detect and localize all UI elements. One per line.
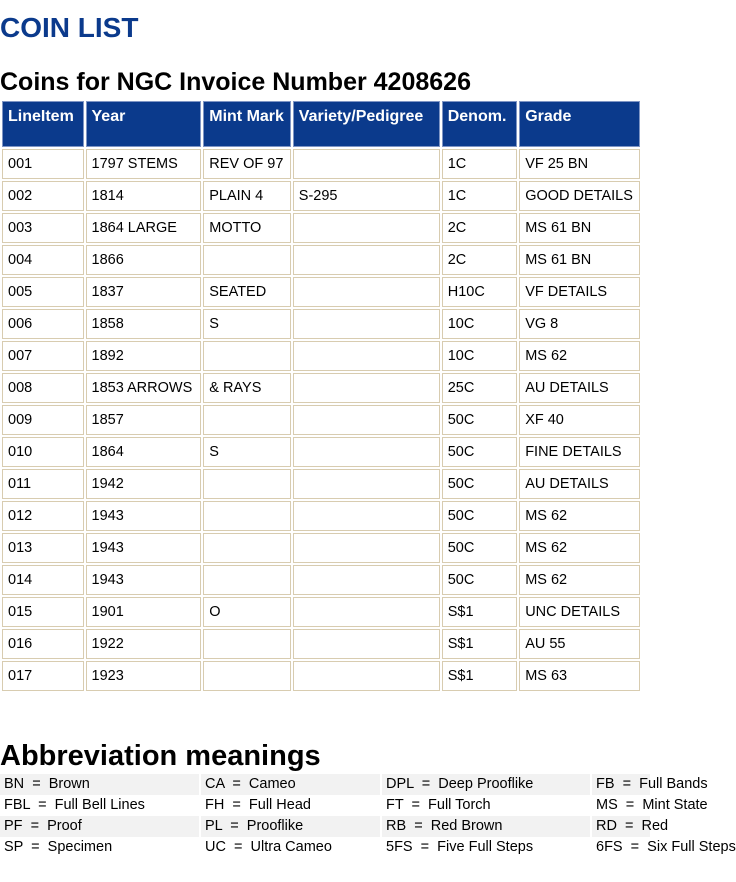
cell-grade: VG 8	[519, 309, 640, 339]
cell-mint-mark	[203, 501, 291, 531]
abbreviation-item: PL = Prooflike	[201, 816, 382, 837]
abbreviation-item: UC = Ultra Cameo	[201, 837, 382, 858]
cell-denomination: 25C	[442, 373, 517, 403]
cell-year: 1943	[86, 533, 202, 563]
cell-year: 1923	[86, 661, 202, 691]
cell-denomination: 10C	[442, 309, 517, 339]
cell-year: 1866	[86, 245, 202, 275]
cell-variety-pedigree	[293, 405, 440, 435]
cell-lineitem: 012	[2, 501, 84, 531]
cell-lineitem: 002	[2, 181, 84, 211]
cell-mint-mark: REV OF 97	[203, 149, 291, 179]
cell-lineitem: 010	[2, 437, 84, 467]
abbreviation-row	[0, 816, 669, 837]
cell-year: 1797 STEMS	[86, 149, 202, 179]
cell-variety-pedigree	[293, 661, 440, 691]
cell-mint-mark	[203, 469, 291, 499]
cell-grade: VF DETAILS	[519, 277, 640, 307]
cell-mint-mark: O	[203, 597, 291, 627]
cell-grade: FINE DETAILS	[519, 437, 640, 467]
cell-denomination: 50C	[442, 437, 517, 467]
abbreviation-row	[0, 774, 708, 795]
table-row	[2, 341, 640, 371]
cell-lineitem: 013	[2, 533, 84, 563]
table-row	[2, 661, 640, 691]
cell-variety-pedigree	[293, 469, 440, 499]
cell-lineitem: 007	[2, 341, 84, 371]
cell-lineitem: 015	[2, 597, 84, 627]
cell-grade: AU 55	[519, 629, 640, 659]
cell-grade: MS 62	[519, 533, 640, 563]
abbreviation-row	[0, 837, 736, 858]
table-row	[2, 405, 640, 435]
header-grade: Grade	[519, 101, 640, 147]
cell-grade: AU DETAILS	[519, 469, 640, 499]
cell-year: 1922	[86, 629, 202, 659]
header-mint-mark: Mint Mark	[203, 101, 291, 147]
cell-grade: MS 62	[519, 501, 640, 531]
cell-lineitem: 005	[2, 277, 84, 307]
cell-denomination: 1C	[442, 149, 517, 179]
cell-lineitem: 009	[2, 405, 84, 435]
header-year: Year	[86, 101, 202, 147]
cell-grade: MS 62	[519, 565, 640, 595]
table-row	[2, 469, 640, 499]
abbreviation-item: CA = Cameo	[201, 774, 382, 795]
cell-year: 1943	[86, 565, 202, 595]
cell-denomination: 2C	[442, 245, 517, 275]
page-title: COIN LIST	[0, 12, 139, 43]
abbreviations-grid	[0, 774, 736, 858]
cell-denomination: 50C	[442, 533, 517, 563]
cell-grade: MS 63	[519, 661, 640, 691]
cell-variety-pedigree	[293, 341, 440, 371]
cell-grade: AU DETAILS	[519, 373, 640, 403]
abbreviation-item: MS = Mint State	[592, 795, 652, 816]
table-row	[2, 245, 640, 275]
cell-mint-mark: PLAIN 4	[203, 181, 291, 211]
abbreviation-item: FH = Full Head	[201, 795, 382, 816]
table-row	[2, 533, 640, 563]
cell-variety-pedigree	[293, 597, 440, 627]
table-row	[2, 629, 640, 659]
cell-mint-mark: S	[203, 437, 291, 467]
cell-variety-pedigree	[293, 565, 440, 595]
cell-year: 1942	[86, 469, 202, 499]
table-row	[2, 277, 640, 307]
cell-lineitem: 016	[2, 629, 84, 659]
table-row	[2, 309, 640, 339]
cell-lineitem: 006	[2, 309, 84, 339]
cell-grade: UNC DETAILS	[519, 597, 640, 627]
cell-lineitem: 011	[2, 469, 84, 499]
cell-year: 1901	[86, 597, 202, 627]
cell-mint-mark	[203, 661, 291, 691]
cell-lineitem: 004	[2, 245, 84, 275]
header-denomination: Denom.	[442, 101, 517, 147]
cell-lineitem: 003	[2, 213, 84, 243]
abbreviation-item: FT = Full Torch	[382, 795, 592, 816]
cell-grade: XF 40	[519, 405, 640, 435]
cell-variety-pedigree	[293, 213, 440, 243]
cell-grade: MS 62	[519, 341, 640, 371]
cell-year: 1864 LARGE	[86, 213, 202, 243]
cell-lineitem: 014	[2, 565, 84, 595]
abbreviation-item: FB = Full Bands	[592, 774, 652, 795]
abbreviation-item: RB = Red Brown	[382, 816, 592, 837]
cell-mint-mark	[203, 533, 291, 563]
abbreviation-item: FBL = Full Bell Lines	[0, 795, 201, 816]
cell-mint-mark	[203, 565, 291, 595]
cell-year: 1943	[86, 501, 202, 531]
cell-denomination: 2C	[442, 213, 517, 243]
cell-mint-mark	[203, 405, 291, 435]
cell-denomination: 50C	[442, 469, 517, 499]
cell-lineitem: 001	[2, 149, 84, 179]
cell-mint-mark: MOTTO	[203, 213, 291, 243]
cell-lineitem: 017	[2, 661, 84, 691]
cell-denomination: 50C	[442, 501, 517, 531]
cell-mint-mark	[203, 245, 291, 275]
cell-year: 1864	[86, 437, 202, 467]
abbreviation-item: PF = Proof	[0, 816, 201, 837]
cell-variety-pedigree	[293, 373, 440, 403]
header-variety-pedigree: Variety/Pedigree	[293, 101, 440, 147]
table-row	[2, 149, 640, 179]
invoice-heading: Coins for NGC Invoice Number 4208626	[0, 68, 471, 96]
cell-variety-pedigree	[293, 629, 440, 659]
cell-mint-mark: & RAYS	[203, 373, 291, 403]
cell-denomination: 50C	[442, 405, 517, 435]
abbreviation-row	[0, 795, 708, 816]
abbreviation-item: SP = Specimen	[0, 837, 201, 858]
cell-denomination: S$1	[442, 597, 517, 627]
cell-grade: MS 61 BN	[519, 245, 640, 275]
abbreviation-item: RD = Red	[592, 816, 652, 837]
abbreviation-item: BN = Brown	[0, 774, 201, 795]
cell-denomination: S$1	[442, 629, 517, 659]
cell-year: 1857	[86, 405, 202, 435]
table-row	[2, 597, 640, 627]
table-row	[2, 501, 640, 531]
abbreviation-item: 6FS = Six Full Steps	[592, 837, 652, 858]
coin-table-body	[2, 149, 640, 691]
cell-variety-pedigree	[293, 309, 440, 339]
cell-year: 1837	[86, 277, 202, 307]
cell-denomination: 50C	[442, 565, 517, 595]
cell-year: 1892	[86, 341, 202, 371]
cell-lineitem: 008	[2, 373, 84, 403]
cell-mint-mark	[203, 629, 291, 659]
cell-variety-pedigree	[293, 533, 440, 563]
cell-denomination: 10C	[442, 341, 517, 371]
cell-grade: VF 25 BN	[519, 149, 640, 179]
cell-variety-pedigree	[293, 149, 440, 179]
table-row	[2, 565, 640, 595]
cell-denomination: S$1	[442, 661, 517, 691]
cell-grade: GOOD DETAILS	[519, 181, 640, 211]
table-row	[2, 181, 640, 211]
table-row	[2, 213, 640, 243]
cell-denomination: H10C	[442, 277, 517, 307]
table-row	[2, 373, 640, 403]
cell-variety-pedigree	[293, 437, 440, 467]
header-row	[2, 101, 640, 147]
cell-mint-mark: SEATED	[203, 277, 291, 307]
cell-variety-pedigree	[293, 277, 440, 307]
abbreviation-item: DPL = Deep Prooflike	[382, 774, 592, 795]
coin-table-header	[2, 101, 640, 147]
cell-denomination: 1C	[442, 181, 517, 211]
cell-variety-pedigree: S-295	[293, 181, 440, 211]
cell-mint-mark	[203, 341, 291, 371]
coin-table	[0, 99, 642, 693]
cell-variety-pedigree	[293, 245, 440, 275]
cell-variety-pedigree	[293, 501, 440, 531]
cell-year: 1858	[86, 309, 202, 339]
cell-year: 1853 ARROWS	[86, 373, 202, 403]
cell-grade: MS 61 BN	[519, 213, 640, 243]
table-row	[2, 437, 640, 467]
abbreviations-heading: Abbreviation meanings	[0, 740, 321, 772]
cell-year: 1814	[86, 181, 202, 211]
cell-mint-mark: S	[203, 309, 291, 339]
abbreviation-item: 5FS = Five Full Steps	[382, 837, 592, 858]
header-lineitem: LineItem	[2, 101, 84, 147]
